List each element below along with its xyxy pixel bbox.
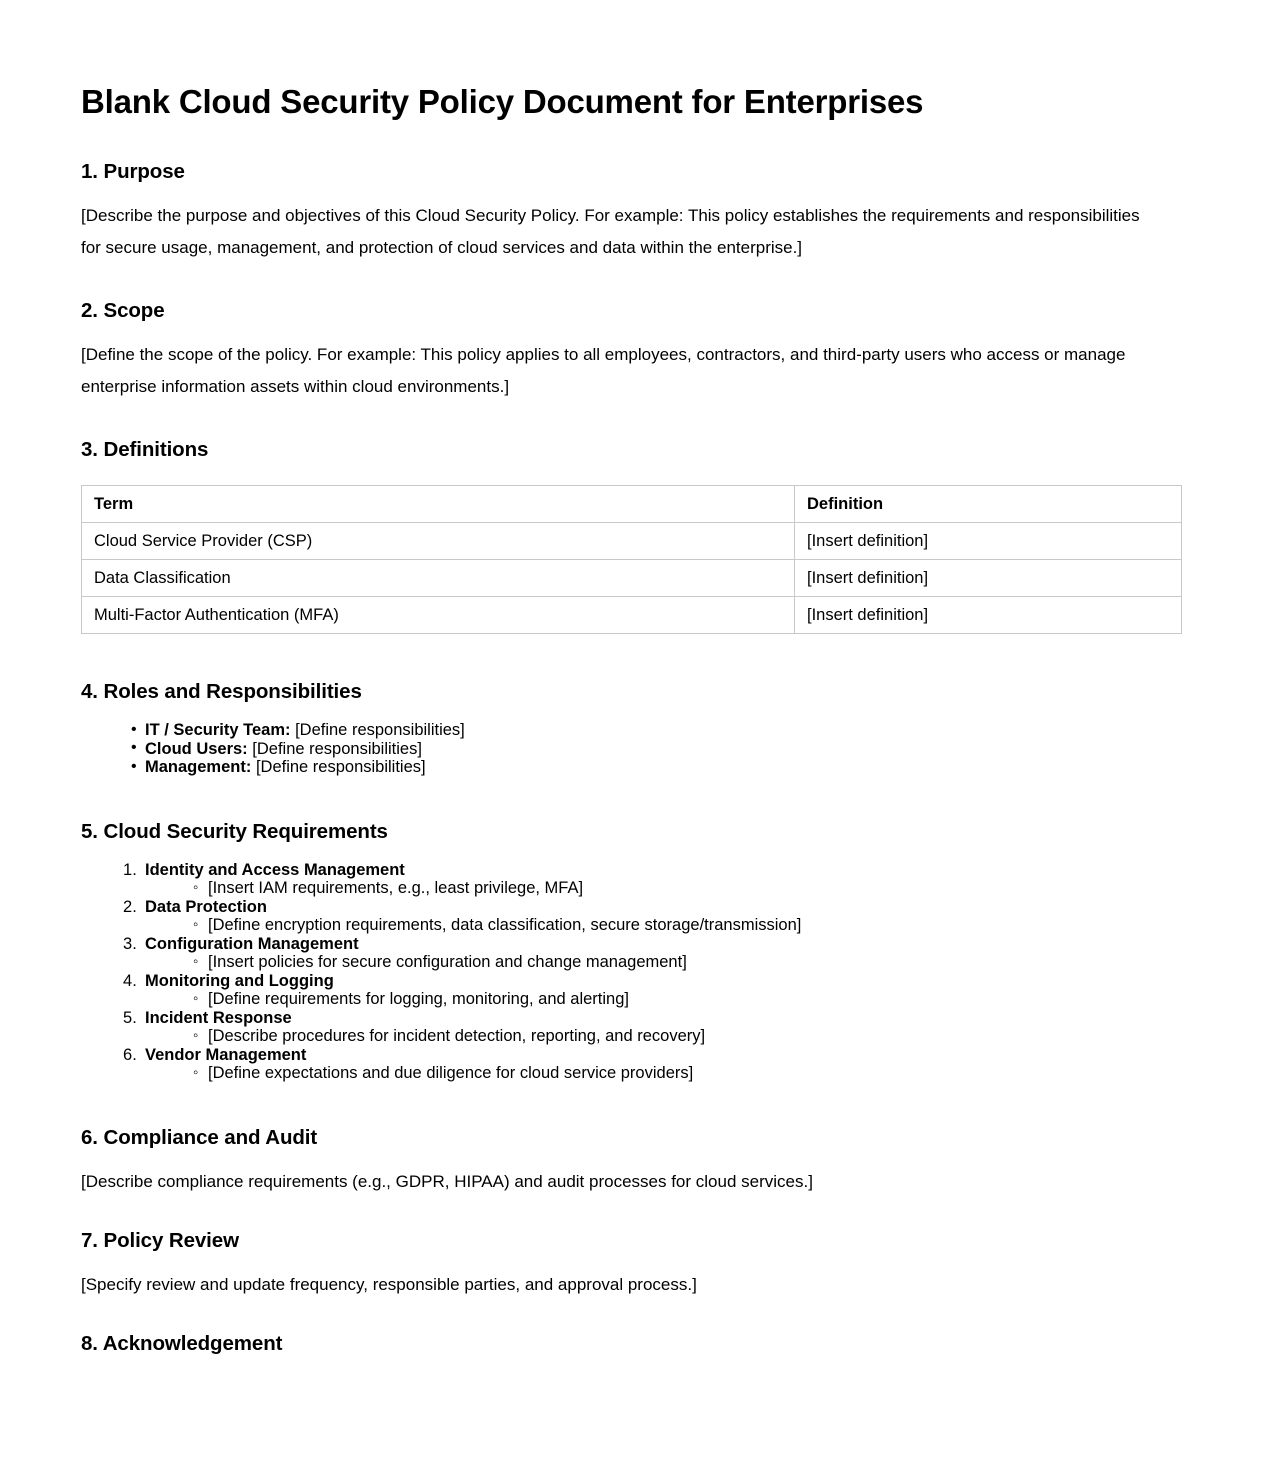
requirement-detail-list <box>145 990 1181 1009</box>
table-row <box>82 597 1182 634</box>
table-row <box>82 523 1182 560</box>
requirements-list <box>81 845 1181 1083</box>
role-label: IT / Security Team: <box>145 721 291 739</box>
role-text: [Define responsibilities] <box>290 721 465 739</box>
list-item <box>81 898 1181 935</box>
role-text: [Define responsibilities] <box>247 739 422 758</box>
table-cell-term: Cloud Service Provider (CSP) <box>82 523 795 560</box>
table-cell-definition: [Insert definition] <box>795 597 1182 634</box>
table-header-row <box>82 486 1182 523</box>
requirement-detail-list <box>145 1064 1181 1083</box>
roles-list <box>81 705 1181 777</box>
list-item: ◦ [Describe procedures for incident detection, reporting, and recovery] <box>145 1027 1181 1046</box>
requirement-detail-list <box>145 916 1181 935</box>
section-heading-requirements: 5. Cloud Security Requirements <box>81 819 388 843</box>
table-cell-term: Multi-Factor Authentication (MFA) <box>82 597 795 634</box>
section-heading-review: 7. Policy Review <box>81 1228 239 1252</box>
role-label: Cloud Users: <box>145 739 248 758</box>
requirement-detail-list <box>145 953 1181 972</box>
table-row <box>82 560 1182 597</box>
section-heading-acknowledgement: 8. Acknowledgement <box>81 1331 283 1355</box>
page-title: Blank Cloud Security Policy Document for Enterprises <box>81 83 924 120</box>
table-cell-term: Data Classification <box>82 560 795 597</box>
section-body-compliance: [Describe compliance requirements (e.g., GDPR, HIPAA) and audit processes for cloud services.] <box>81 1171 813 1191</box>
requirement-title: Identity and Access Management <box>145 860 405 879</box>
requirement-title: Data Protection <box>145 897 267 916</box>
section-body-review: [Specify review and update frequency, responsible parties, and approval process.] <box>81 1274 697 1294</box>
requirement-detail-list <box>145 1027 1181 1046</box>
table-column-header-definition: Definition <box>795 486 1182 523</box>
list-item <box>81 861 1181 898</box>
spacer <box>81 1301 1181 1331</box>
section-body-scope: [Define the scope of the policy. For example: This policy applies to all employees, contractors, and third-party users who access or manage enterprise information assets within cloud environments.] <box>81 345 1126 396</box>
table-cell-definition: [Insert definition] <box>795 523 1182 560</box>
list-item <box>81 1009 1181 1046</box>
section-heading-scope: 2. Scope <box>81 299 165 322</box>
list-item <box>81 721 1181 740</box>
list-item: ◦ [Insert IAM requirements, e.g., least privilege, MFA] <box>145 879 1181 898</box>
section-body-purpose: [Describe the purpose and objectives of this Cloud Security Policy. For example: This policy establishes the requirements and responsibilities for secure usage, management, and protection of cloud services and data within the enterprise.] <box>81 206 1140 257</box>
role-label: Management: <box>145 758 252 776</box>
spacer <box>81 1198 1181 1228</box>
list-item <box>81 758 1181 777</box>
section-heading-compliance: 6. Compliance and Audit <box>81 1125 318 1149</box>
role-text: [Define responsibilities] <box>251 758 426 776</box>
requirement-title: Configuration Management <box>145 934 359 953</box>
section-heading-roles: 4. Roles and Responsibilities <box>81 680 362 703</box>
table-column-header-term: Term <box>82 486 795 523</box>
definitions-table <box>81 485 1182 634</box>
spacer <box>81 1083 1181 1125</box>
list-item <box>81 972 1181 1009</box>
requirement-title: Vendor Management <box>145 1045 307 1064</box>
list-item: ◦ [Define expectations and due diligence for cloud service providers] <box>145 1064 1181 1083</box>
spacer <box>81 634 1181 679</box>
requirement-title: Incident Response <box>145 1008 292 1027</box>
list-item <box>81 1046 1181 1083</box>
spacer <box>81 122 1181 159</box>
list-item: ◦ [Insert policies for secure configuration and change management] <box>145 953 1181 972</box>
list-item <box>81 740 1181 759</box>
spacer <box>81 777 1181 819</box>
section-heading-purpose: 1. Purpose <box>81 160 185 183</box>
list-item: ◦ [Define encryption requirements, data classification, secure storage/transmission] <box>145 916 1181 935</box>
requirement-detail-list <box>145 879 1181 898</box>
spacer <box>81 264 1181 298</box>
table-cell-definition: [Insert definition] <box>795 560 1182 597</box>
section-heading-definitions: 3. Definitions <box>81 438 209 461</box>
list-item: ◦ [Define requirements for logging, monitoring, and alerting] <box>145 990 1181 1009</box>
spacer <box>81 403 1181 437</box>
list-item <box>81 935 1181 972</box>
document-content <box>81 0 1181 1355</box>
requirement-title: Monitoring and Logging <box>145 971 334 990</box>
